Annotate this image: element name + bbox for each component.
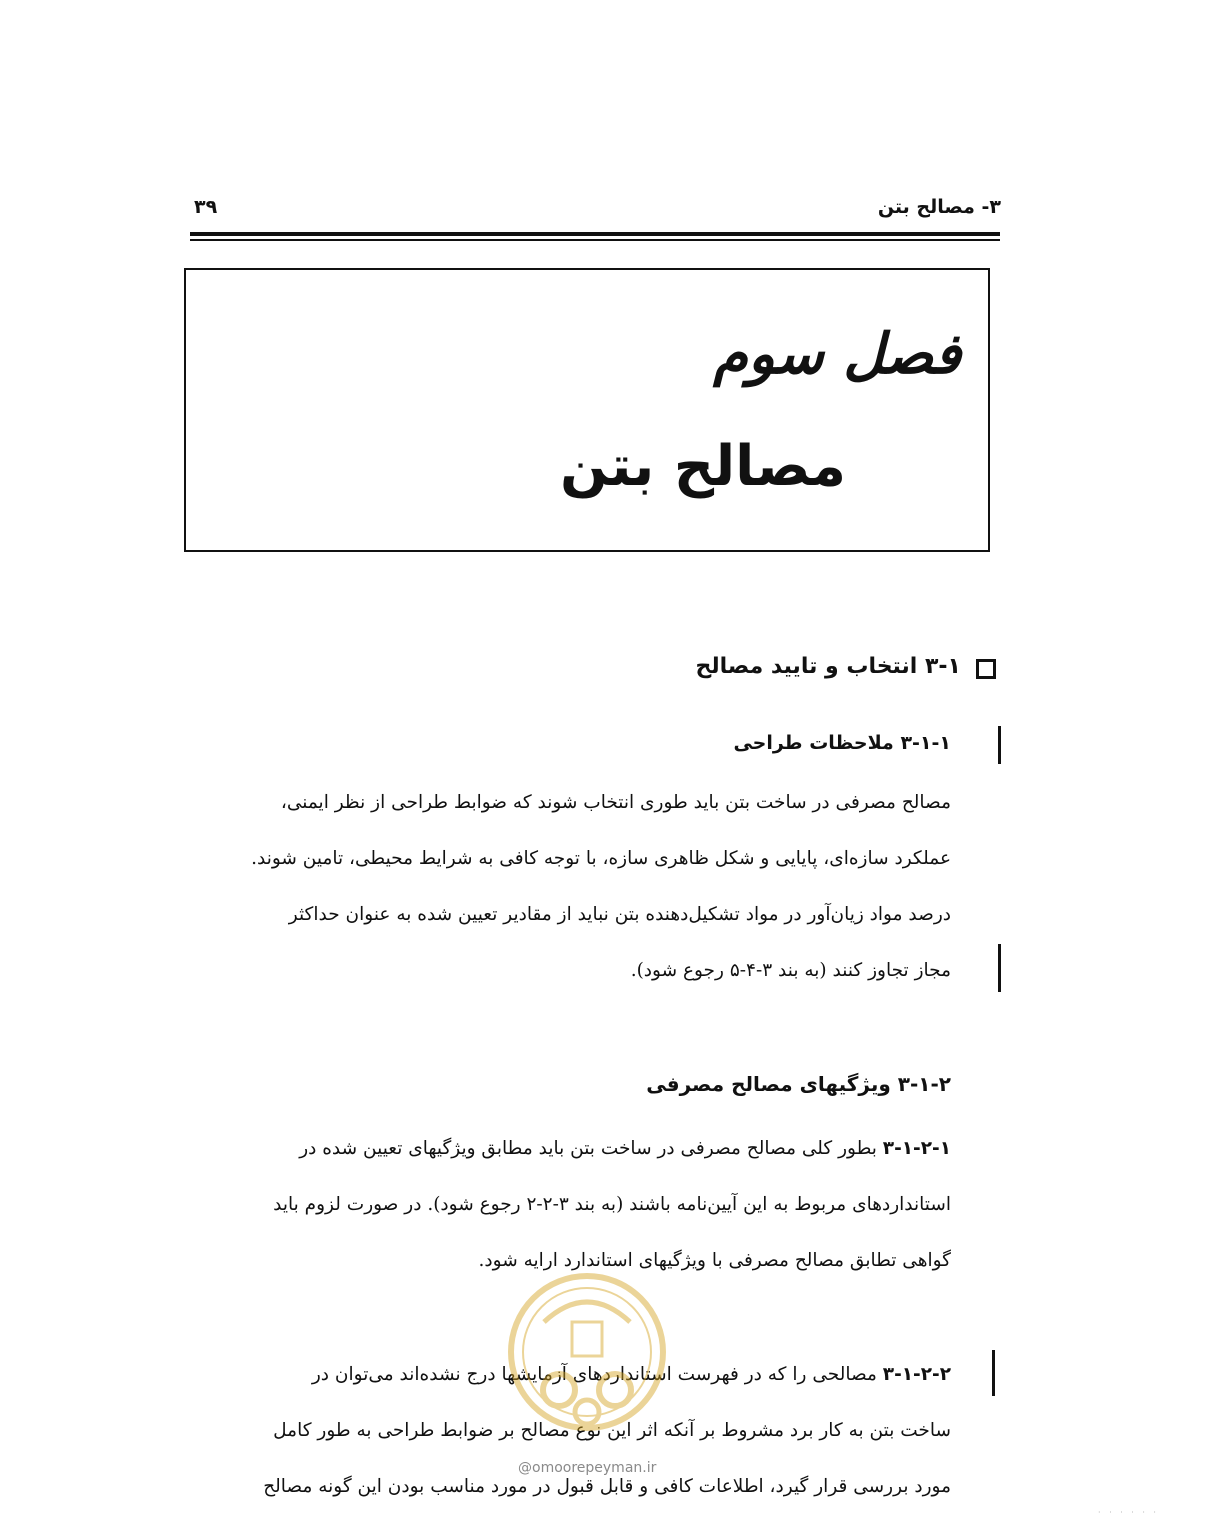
numbered-paragraph-first-line [299, 1138, 951, 1159]
section-heading-3-1: ۳-۱ انتخاب و تایید مصالح [695, 654, 961, 679]
header-rule-thick [190, 232, 1000, 236]
body-line: عملکرد سازه‌ای، پایایی و شکل ظاهری سازه، با توجه کافی به شرایط محیطی، تامین شوند. [251, 848, 951, 869]
section-heading-3-1-1: ۳-۱-۱ ملاحظات طراحی [733, 732, 951, 754]
body-line: مورد بررسی قرار گیرد، اطلاعات کافی و قابل قبول در مورد مناسب بودن این گونه مصالح [263, 1476, 951, 1497]
body-line: استانداردهای مربوط به این آیین‌نامه باشند (به بند ۳-۲-۲ رجوع شود). در صورت لزوم باید [273, 1194, 951, 1215]
running-header-title: ۳- مصالح بتن [877, 196, 1001, 218]
section-square-icon [976, 659, 996, 679]
section-heading-3-1-2: ۳-۱-۲ ویژگیهای مصالح مصرفی [646, 1072, 951, 1096]
paragraph-text: مصالحی را که در فهرست استانداردهای آزمایشها درج نشده‌اند می‌توان در [311, 1364, 883, 1385]
body-line: مجاز تجاوز کنند (به بند ۳-۴-۵ رجوع شود). [630, 960, 951, 981]
body-line: ساخت بتن به کار برد مشروط بر آنکه اثر این نوع مصالح بر ضوابط طراحی به طور کامل [273, 1420, 951, 1441]
body-line: گواهی تطابق مصالح مصرفی با ویژگیهای استاندارد ارایه شود. [478, 1250, 951, 1271]
watermark-site: @omoorepeyman.ir [518, 1460, 657, 1476]
chapter-title: مصالح بتن [560, 434, 847, 499]
scan-dots: · · · · · · [1098, 1508, 1159, 1517]
margin-change-bar [992, 1350, 995, 1396]
chapter-label: فصل سوم [713, 322, 961, 387]
header-rule-thin [190, 239, 1000, 241]
margin-change-bar [998, 944, 1001, 992]
margin-change-bar [998, 726, 1001, 764]
page-number: ۳۹ [194, 196, 218, 218]
paragraph-text: بطور کلی مصالح مصرفی در ساخت بتن باید مطابق ویژگیهای تعیین شده در [299, 1138, 883, 1159]
watermark-logo [504, 1262, 670, 1462]
paragraph-number: ۳-۱-۲-۲ [882, 1364, 951, 1385]
paragraph-number: ۳-۱-۲-۱ [882, 1138, 951, 1159]
body-line: مصالح مصرفی در ساخت بتن باید طوری انتخاب شوند که ضوابط طراحی از نظر ایمنی، [280, 792, 951, 813]
body-line: درصد مواد زیان‌آور در مواد تشکیل‌دهنده بتن نباید از مقادیر تعیین شده به عنوان حداکثر [288, 904, 951, 925]
chapter-title-box [184, 268, 990, 552]
